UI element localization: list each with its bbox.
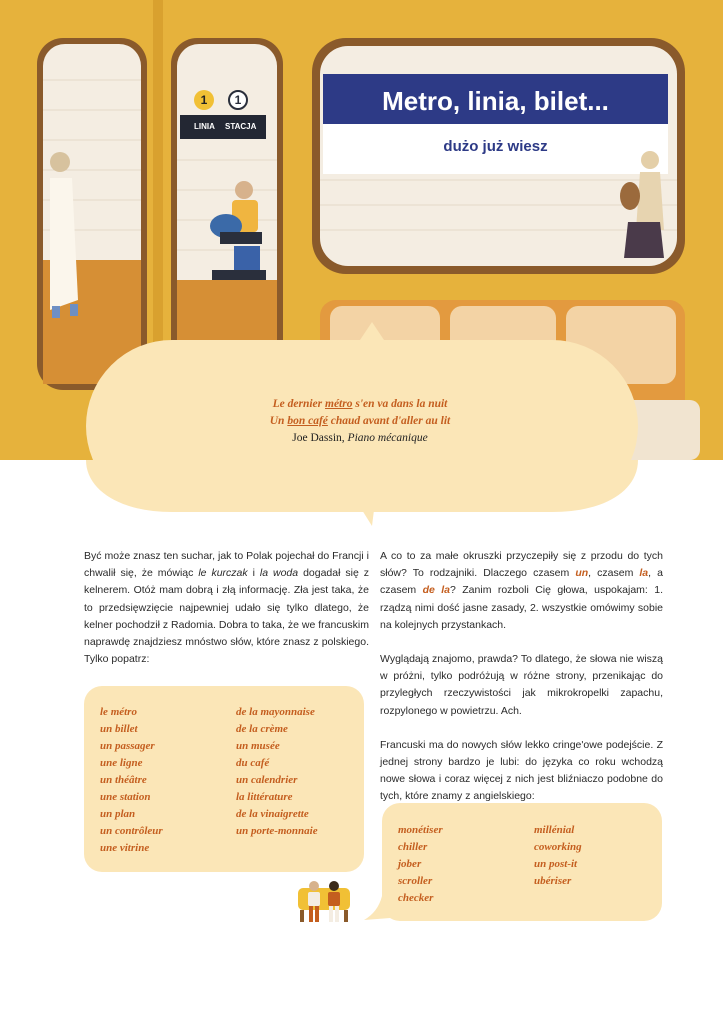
- quote-line-2: Un bon café chaud avant d'aller au lit: [269, 415, 451, 427]
- word: checker: [398, 892, 434, 904]
- quote-line-1: Le dernier métro s'en va dans la nuit: [272, 398, 448, 410]
- word: un théâtre: [100, 774, 147, 786]
- word: une vitrine: [100, 842, 150, 854]
- word-list-right-col1: [398, 822, 443, 907]
- word: millénial: [534, 824, 575, 836]
- word: de la crème: [236, 723, 288, 735]
- paragraph-familiar: Wyglądają znajomo, prawda? To dlatego, że słowa nie wiszą w próżni, tylko podróżują w różne strony, przenikając do przyległych rzeczywistości jak mikrokropelki zapachu, rozpylonego w powietrzu. Ach.: [380, 653, 663, 717]
- word-list-right-col2: [534, 822, 582, 890]
- left-paragraph: Być może znasz ten suchar, jak to Polak pojechał do Francji i chwalił się, że mówiąc le kurczak i la woda dogadał się z kelnerem. Otóż mam dobrą i złą informację. Zła jest taka, że to przedsięwzięcie najpewniej udało się tylko dlatego, że kelner pochodził z Radomia. Dobra to taka, że we francuskim naprawdę znajdziesz mnóstwo słów, które znasz z polskiego. Tylko popatrz:: [84, 550, 370, 666]
- word: scroller: [398, 875, 433, 887]
- word: ubériser: [534, 875, 572, 887]
- sign-subtitle: dużo już wiesz: [443, 138, 548, 155]
- line-label: LINIA: [194, 122, 215, 131]
- paragraph-articles: A co to za małe okruszki przyczepiły się z przodu do tych słów? To rodzajniki. Dlaczego czasem un, czasem la, a czasem de la? Zanim rozboli Cię głowa, uspokajam: 1. rządzą nimi dość jasne zasady, 2. wszystkie omówimy sobie na kolejnych przystankach.: [380, 550, 663, 631]
- quote-bubble-bottom: [86, 460, 638, 530]
- word: le métro: [100, 706, 137, 718]
- paragraph-cringe: Francuski ma do nowych słów lekko cringe'owe podejście. Z jednej strony bardzo je lubi: do języka co roku wchodzą nowe słowa i coraz więcej z nich jest bliźniaczo podobne do tych, które znamy z angielskiego:: [380, 738, 663, 803]
- speech-tail: [360, 896, 390, 922]
- word: de la vinaigrette: [236, 808, 309, 820]
- word: un calendrier: [236, 774, 298, 786]
- station-label: STACJA: [225, 122, 257, 131]
- word: jober: [398, 858, 422, 870]
- word: un porte-monnaie: [236, 825, 318, 837]
- word-list-left-col2: [236, 704, 318, 840]
- word: un billet: [100, 723, 138, 735]
- word: un passager: [100, 740, 155, 752]
- sign-title: Metro, linia, bilet...: [382, 86, 609, 116]
- word-list-left-col1: [100, 704, 163, 857]
- word: une station: [100, 791, 151, 803]
- word: la littérature: [236, 791, 293, 803]
- quote-attribution: Joe Dassin, Piano mécanique: [292, 432, 428, 444]
- right-paragraphs: [380, 548, 663, 823]
- metro-illustration: [0, 0, 723, 460]
- word: chiller: [398, 841, 428, 853]
- word: une ligne: [100, 757, 143, 769]
- word: un contrôleur: [100, 825, 163, 837]
- song-quote: [200, 396, 520, 447]
- word: un plan: [100, 808, 136, 820]
- word: de la mayonnaise: [236, 706, 315, 718]
- word: monétiser: [398, 824, 443, 836]
- station-number-badge: 1: [228, 90, 248, 110]
- word: du café: [236, 757, 270, 769]
- bench-couple-illustration: [296, 876, 352, 926]
- line-number-badge: 1: [194, 90, 214, 110]
- word: un musée: [236, 740, 280, 752]
- word: un post-it: [534, 858, 578, 870]
- word: coworking: [534, 841, 582, 853]
